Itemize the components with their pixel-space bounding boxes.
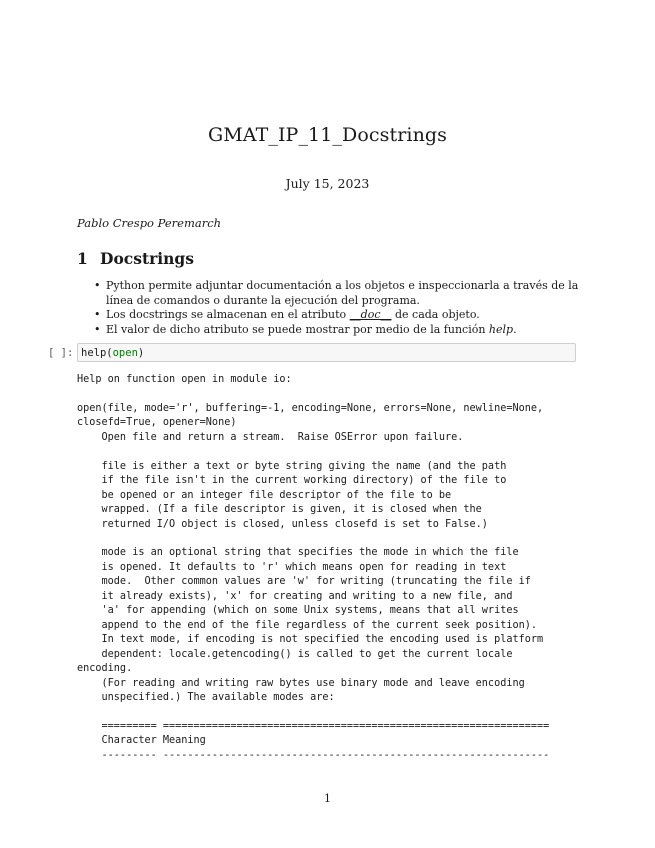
code-cell-input[interactable] bbox=[77, 343, 576, 362]
bullet-text: Los docstrings se almacenan en el atributo bbox=[106, 308, 350, 321]
document-author: Pablo Crespo Peremarch bbox=[77, 216, 222, 230]
bullet-text: de cada objeto. bbox=[391, 308, 480, 321]
code-function: help( bbox=[81, 347, 113, 359]
code-close-paren: ) bbox=[137, 347, 145, 359]
doc-attribute: __doc__ bbox=[349, 308, 392, 321]
bullet-item bbox=[77, 279, 580, 308]
section-heading bbox=[77, 249, 194, 268]
cell-prompt: [ ]: bbox=[48, 347, 74, 359]
bullet-list bbox=[77, 279, 580, 337]
bullet-item bbox=[77, 323, 580, 338]
section-title: Docstrings bbox=[100, 249, 194, 268]
cell-output: Help on function open in module io: open(file, mode='r', buffering=-1, encoding=None, errors=None, newline=None, closefd=True, opener=None) Open file and return a stream. Raise OSError upon failure. file is either a text or byte string giving the name (and the path if the file isn't in the current working directory) of the file to be opened or an integer file descriptor of the file to be wrapped. (If a file descriptor is given, it is closed when the returned I/O object is closed, unless closefd is set to False.) mode is an optional string that specifies the mode in which the file is opened. It defaults to 'r' which means open for reading in text mode. Other common values are 'w' for writing (truncating the file if it already exists), 'x' for creating and writing to a new file, and 'a' for appending (which on some Unix systems, means that all writes append to the end of the file regardless of the current seek position). In text mode, if encoding is not specified the encoding used is platform dependent: locale.getencoding() is called to get the current locale encoding. (For reading and writing raw bytes use binary mode and leave encoding unspecified.) The available modes are: ========= =============================================================== Character Meaning --------- --------------------------------------------------------------- bbox=[77, 374, 550, 761]
bullet-item bbox=[77, 308, 580, 323]
bullet-text: El valor de dicho atributo se puede mostrar por medio de la función bbox=[106, 322, 489, 336]
page-number: 1 bbox=[324, 792, 331, 805]
bullet-text: Python permite adjuntar documentación a los objetos e inspeccionarla a través de la línea de comandos o durante la ejecución del programa. bbox=[106, 279, 579, 307]
document-title: GMAT_IP_11_Docstrings bbox=[207, 124, 448, 146]
section-number: 1 bbox=[77, 249, 88, 268]
code-argument: open bbox=[112, 347, 138, 359]
bullet-text: . bbox=[513, 322, 517, 336]
help-function-name: help bbox=[488, 322, 514, 336]
document-date: July 15, 2023 bbox=[285, 176, 370, 191]
